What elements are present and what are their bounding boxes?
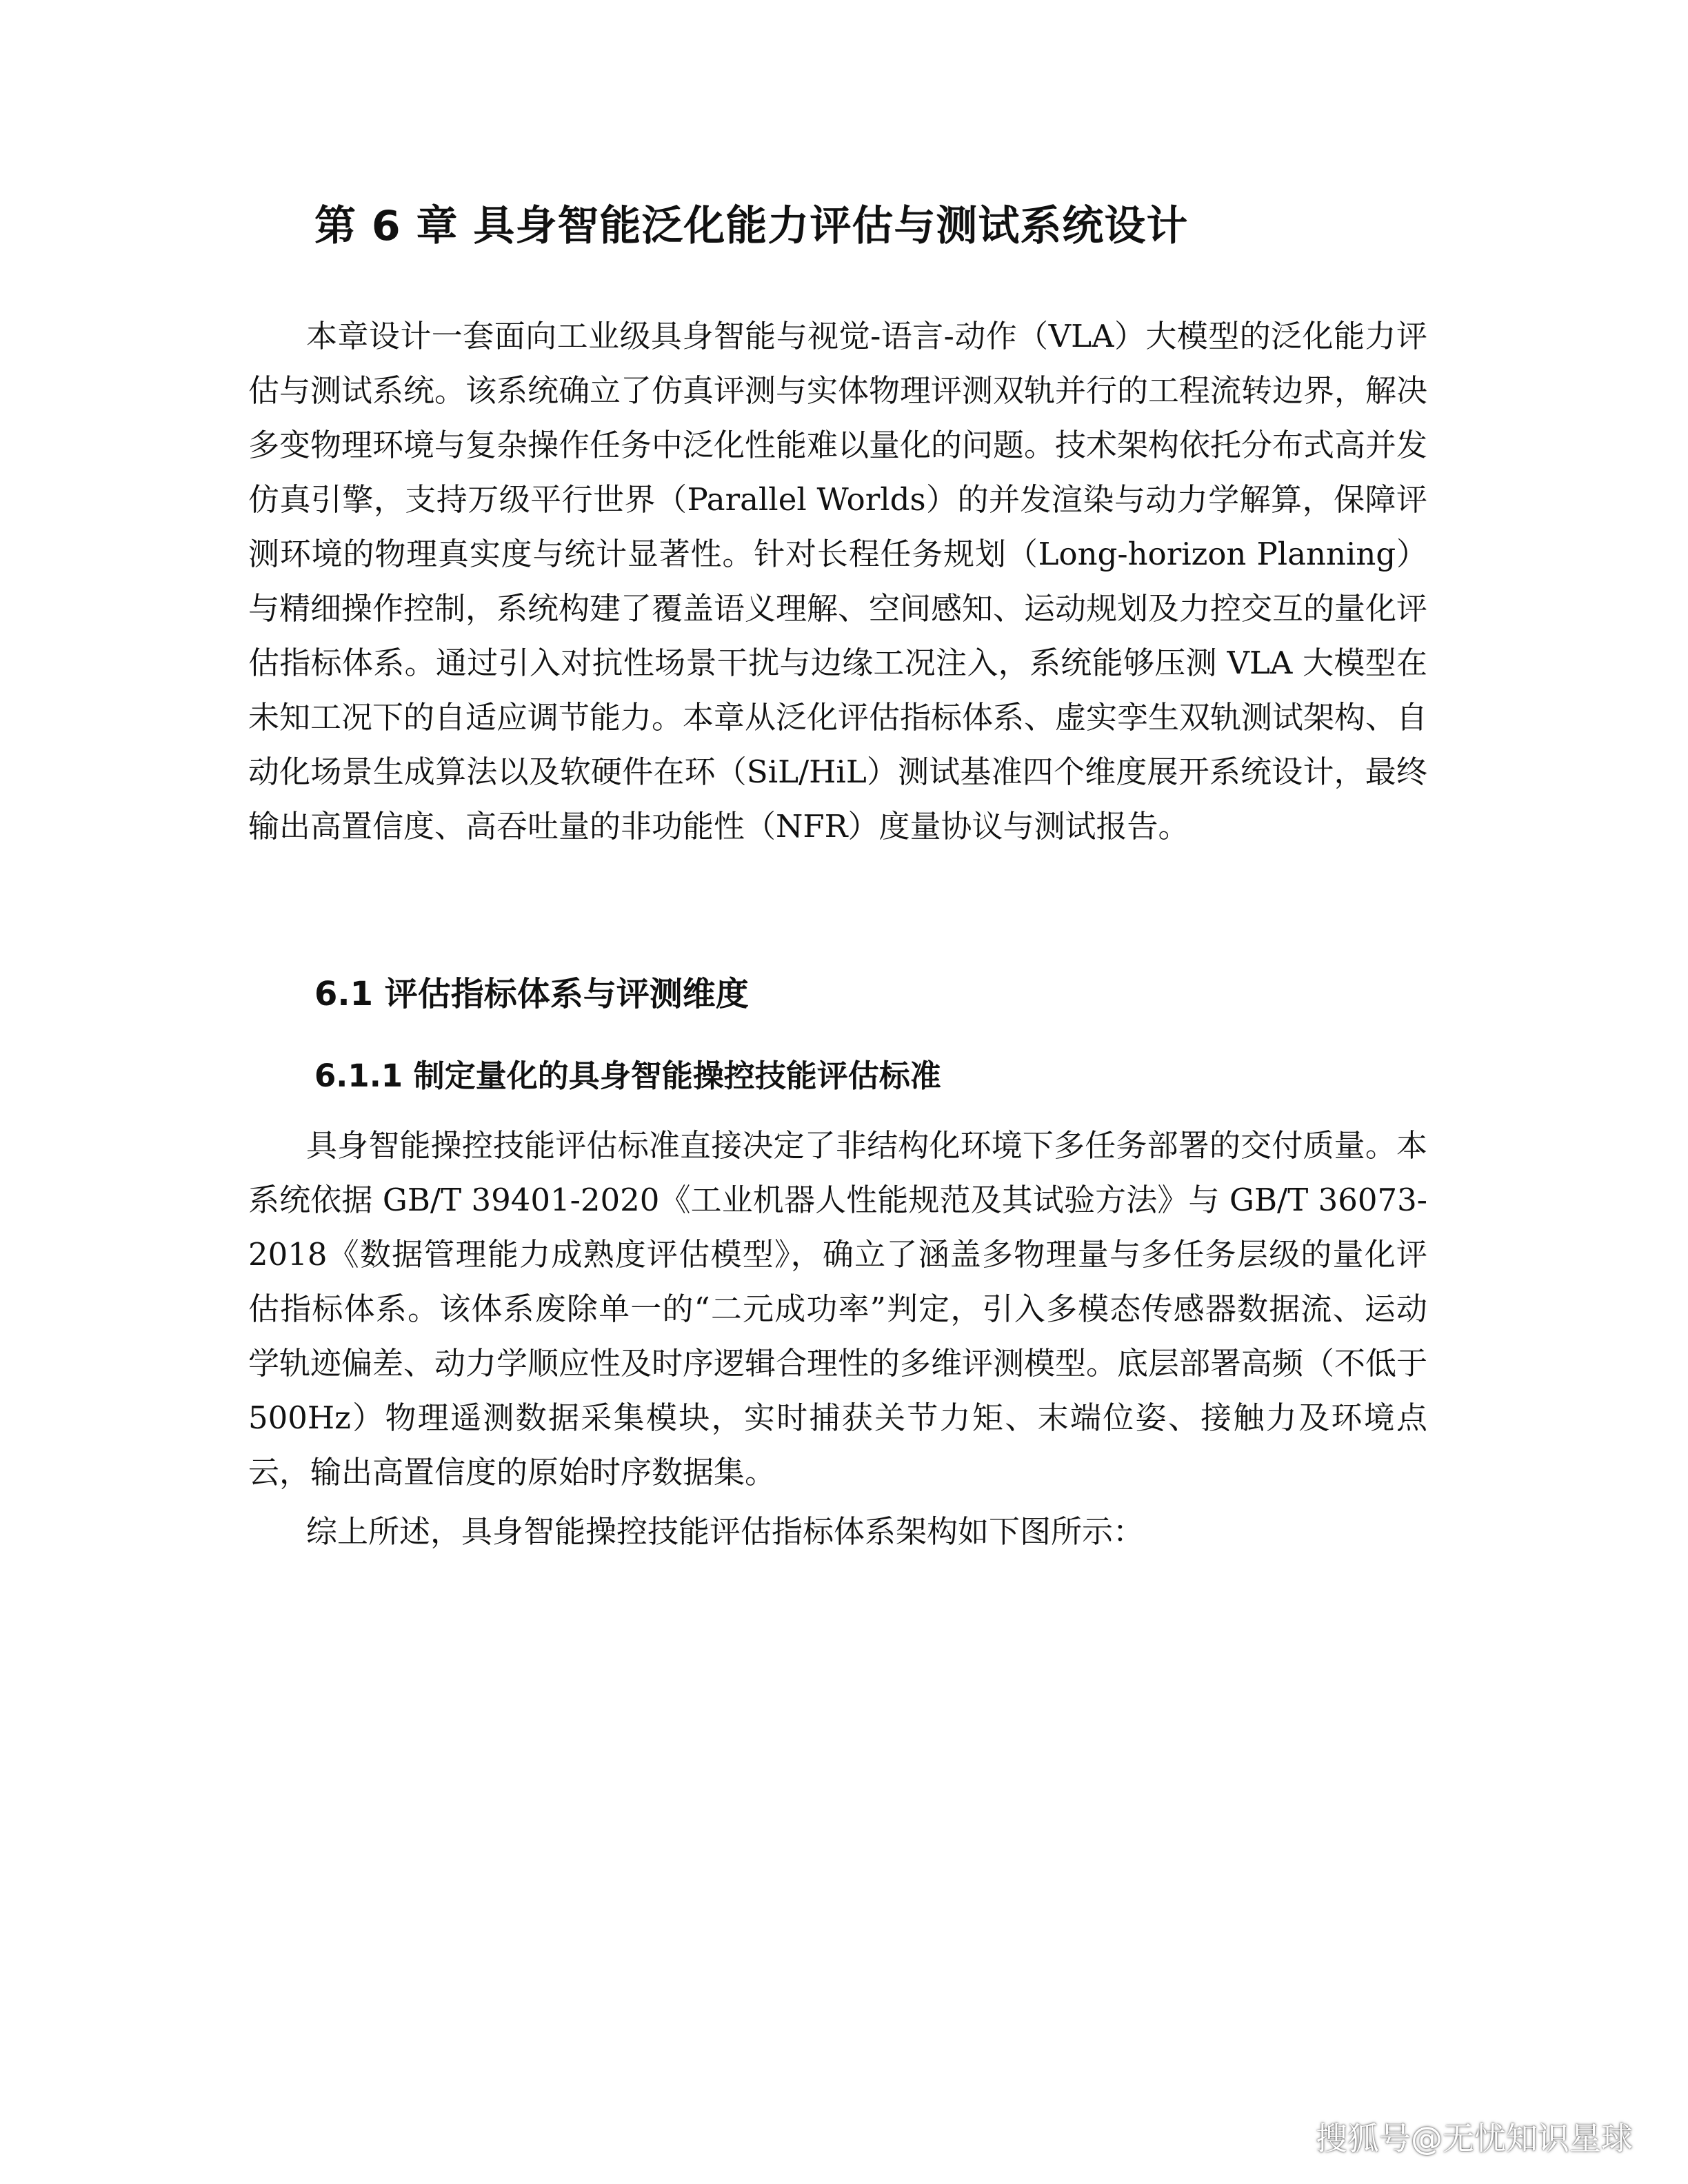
- watermark: 搜狐号@无忧知识星球: [1316, 2120, 1633, 2157]
- chapter-title: 第 6 章 具身智能泛化能力评估与测试系统设计: [314, 202, 1189, 250]
- summary-paragraph: 综上所述，具身智能操控技能评估指标体系架构如下图所示：: [306, 1513, 1145, 1550]
- section-6-1-1-heading: 6.1.1 制定量化的具身智能操控技能评估标准: [314, 1058, 941, 1094]
- section-6-1-heading: 6.1 评估指标体系与评测维度: [314, 975, 749, 1013]
- section-6-1-1-paragraph: 具身智能操控技能评估标准直接决定了非结构化环境下多任务部署的交付质量。本系统依据 GB/T 39401-2020《工业机器人性能规范及其试验方法》与 GB/T 36073-2018《数据管理能力成熟度评估模型》，确立了涵盖多物理量与多任务层级的量化评估指标体系。该体系废除单一的“二元成功率”判定，引入多模态传感器数据流、运动学轨迹偏差、动力学顺应性及时序逻辑合理性的多维评测模型。底层部署高频（不低于 500Hz）物理遥测数据采集模块，实时捕获关节力矩、末端位姿、接触力及环境点云，输出高置信度的原始时序数据集。: [248, 1127, 1428, 1490]
- chapter-intro-paragraph: 本章设计一套面向工业级具身智能与视觉-语言-动作（VLA）大模型的泛化能力评估与测试系统。该系统确立了仿真评测与实体物理评测双轨并行的工程流转边界，解决多变物理环境与复杂操作任务中泛化性能难以量化的问题。技术架构依托分布式高并发仿真引擎，支持万级平行世界（Parallel Worlds）的并发渲染与动力学解算，保障评测环境的物理真实度与统计显著性。针对长程任务规划（Long-horizon Planning）与精细操作控制，系统构建了覆盖语义理解、空间感知、运动规划及力控交互的量化评估指标体系。通过引入对抗性场景干扰与边缘工况注入，系统能够压测 VLA 大模型在未知工况下的自适应调节能力。本章从泛化评估指标体系、虚实孪生双轨测试架构、自动化场景生成算法以及软硬件在环（SiL/HiL）测试基准四个维度展开系统设计，最终输出高置信度、高吞吐量的非功能性（NFR）度量协议与测试报告。: [248, 318, 1428, 845]
